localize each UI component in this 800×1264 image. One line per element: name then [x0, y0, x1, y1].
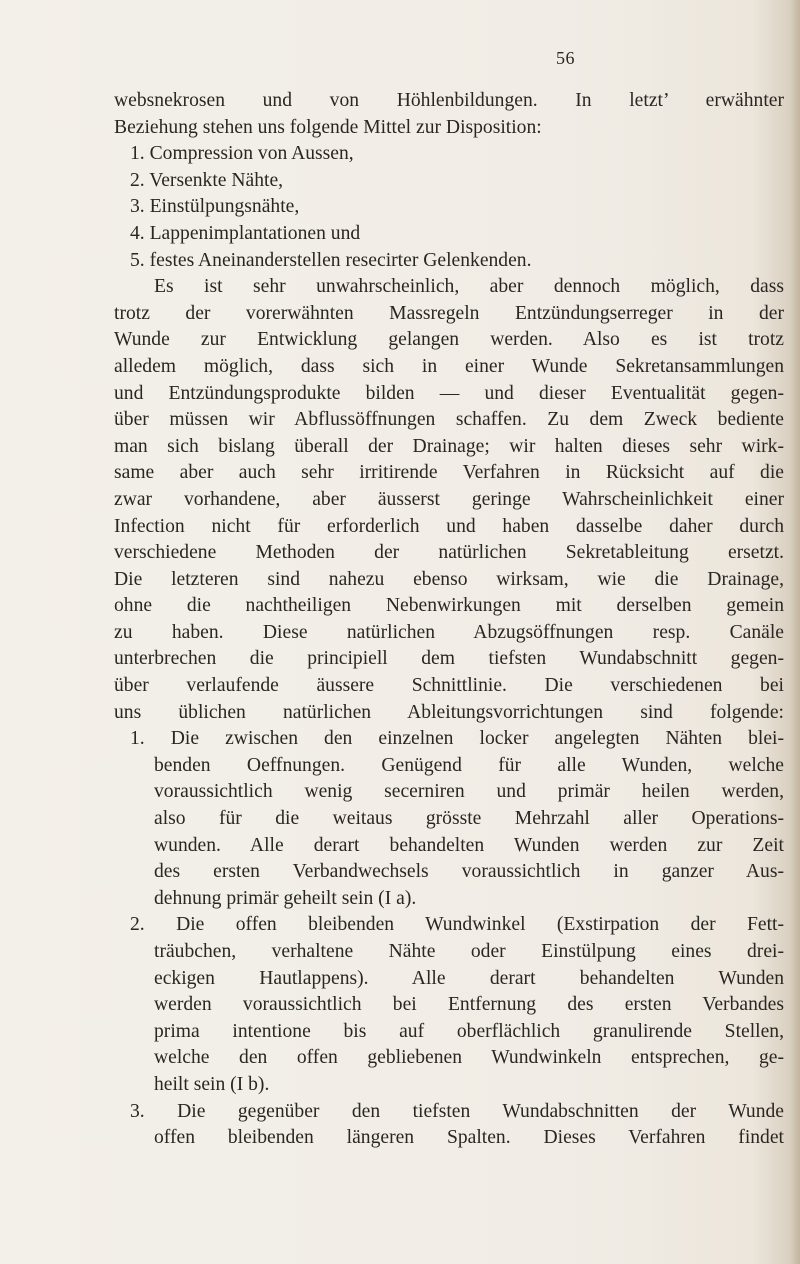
text-line: heilt sein (I b).: [154, 1073, 270, 1095]
text-line: und Entzündungsprodukte bilden — und dieser Eventualität gegen-: [114, 382, 784, 404]
text-line: Beziehung stehen uns folgende Mittel zur Disposition:: [114, 116, 542, 138]
text-line: Die letzteren sind nahezu ebenso wirksam, wie die Drainage,: [114, 568, 784, 590]
text-line: zu haben. Diese natürlichen Abzugsöffnungen resp. Canäle: [114, 621, 784, 643]
list-item: 3. Einstülpungsnähte,: [130, 196, 300, 218]
text-line: prima intentione bis auf oberflächlich granulirende Stellen,: [154, 1020, 784, 1042]
list-item: 1. Die zwischen den einzelnen locker angelegten Nähten blei-: [130, 728, 784, 750]
list-item: 4. Lappenimplantationen und: [130, 222, 361, 244]
text-line: trotz der vorerwähnten Massregeln Entzündungserreger in der: [114, 302, 784, 324]
text-line: dehnung primär geheilt sein (I a).: [154, 887, 417, 909]
list-item: 2. Versenkte Nähte,: [130, 169, 284, 191]
text-line: träubchen, verhaltene Nähte oder Einstülpung eines drei-: [154, 941, 784, 962]
text-line: same aber auch sehr irritirende Verfahren in Rücksicht auf die: [114, 462, 784, 484]
text-line: über verlaufende äussere Schnittlinie. Die verschiedenen bei: [114, 675, 784, 697]
text-line: unterbrechen die principiell dem tiefsten Wundabschnitt gegen-: [114, 648, 784, 670]
text-line: uns üblichen natürlichen Ableitungsvorrichtungen sind folgende:: [114, 701, 784, 723]
text-line: offen bleibenden längeren Spalten. Dieses Verfahren findet: [154, 1127, 784, 1149]
text-line: websnekrosen und von Höhlenbildungen. In letzt’ erwähnter: [114, 90, 784, 111]
text-line: man sich bislang überall der Drainage; wir halten dieses sehr wirk-: [114, 435, 784, 457]
list-item: 5. festes Aneinanderstellen resecirter Gelenkenden.: [130, 249, 532, 271]
text-line: über müssen wir Abflussöffnungen schaffen. Zu dem Zweck bediente: [114, 409, 784, 431]
text-line: wunden. Alle derart behandelten Wunden werden zur Zeit: [154, 834, 784, 856]
text-line: verschiedene Methoden der natürlichen Sekretableitung ersetzt.: [114, 542, 784, 564]
text-line: ohne die nachtheiligen Nebenwirkungen mit derselben gemein: [114, 595, 784, 617]
page-edge-shadow: [790, 0, 800, 1264]
text-line: alledem möglich, dass sich in einer Wunde Sekretansammlungen: [114, 355, 784, 377]
text-line: benden Oeffnungen. Genügend für alle Wunden, welche: [154, 754, 784, 776]
text-line: zwar vorhandene, aber äusserst geringe Wahrscheinlichkeit einer: [114, 488, 784, 510]
text-line: Es ist sehr unwahrscheinlich, aber dennoch möglich, dass: [154, 276, 784, 298]
text-line: Infection nicht für erforderlich und haben dasselbe daher durch: [114, 515, 784, 537]
text-line: eckigen Hautlappens). Alle derart behandelten Wunden: [154, 967, 784, 989]
page-number: 56: [556, 48, 575, 68]
list-item: 2. Die offen bleibenden Wundwinkel (Exstirpation der Fett-: [130, 914, 784, 936]
text-line: welche den offen gebliebenen Wundwinkeln entsprechen, ge-: [154, 1047, 784, 1069]
text-line: des ersten Verbandwechsels voraussichtlich in ganzer Aus-: [154, 861, 784, 883]
body-text: [114, 88, 784, 1152]
text-line: werden voraussichtlich bei Entfernung des ersten Verbandes: [154, 994, 784, 1016]
list-item: 1. Compression von Aussen,: [130, 143, 354, 165]
list-item: 3. Die gegenüber den tiefsten Wundabschnitten der Wunde: [130, 1100, 784, 1122]
text-line: Wunde zur Entwicklung gelangen werden. Also es ist trotz: [114, 329, 784, 351]
text-line: also für die weitaus grösste Mehrzahl aller Operations-: [154, 808, 784, 830]
text-line: voraussichtlich wenig secerniren und primär heilen werden,: [154, 781, 784, 803]
